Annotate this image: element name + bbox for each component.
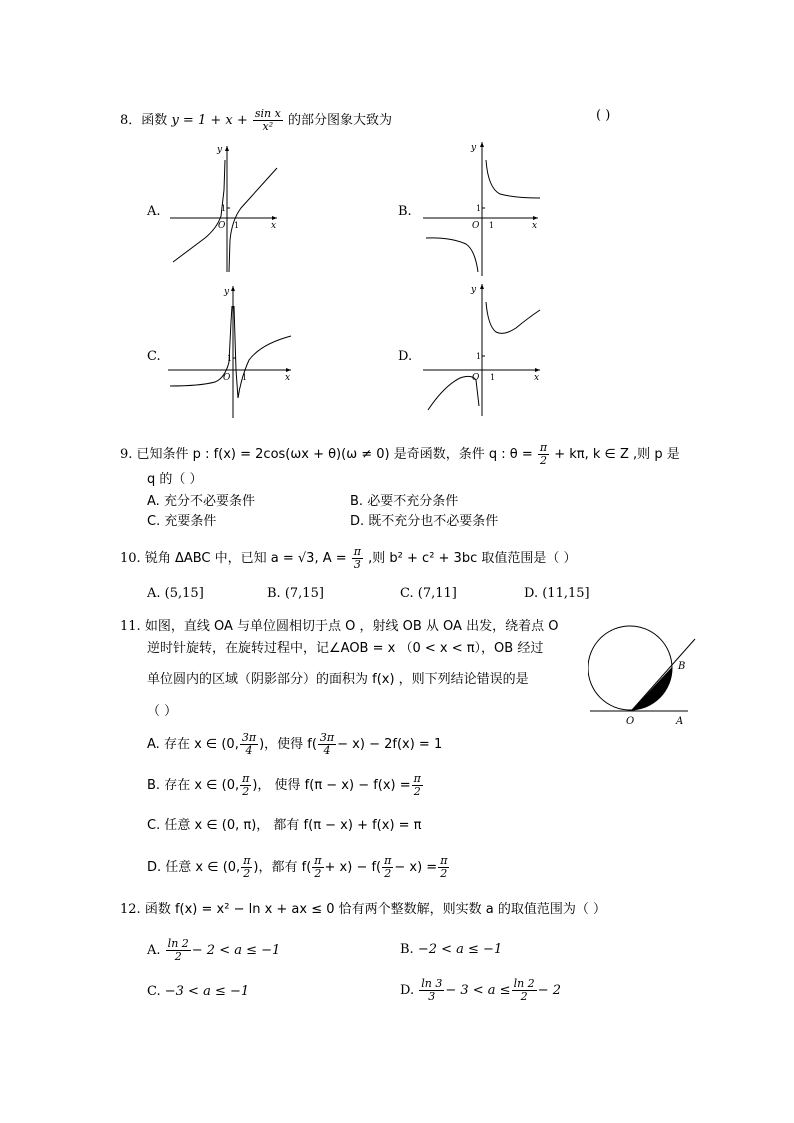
q12-option-a-label: A.: [147, 943, 161, 958]
q11-option-c-label: C.: [147, 818, 161, 833]
q8-option-d-label: D.: [398, 349, 413, 364]
q9-line2: q 的（ ）: [147, 472, 203, 487]
q11-option-a-post: − x) − 2f(x) = 1: [337, 737, 443, 752]
q11-figure: [588, 625, 703, 730]
q9-option-d-label: D.: [350, 514, 365, 529]
q8-b-origin: O: [472, 221, 480, 231]
q11-option-a-mid: )，使得 f(: [259, 737, 317, 752]
q12-a-n: ln 2: [167, 937, 189, 950]
q8-stem: [120, 108, 392, 133]
q9-option-b-text: 必要不充分条件: [367, 494, 459, 509]
q11-option-d-label: D.: [147, 860, 162, 875]
q9-fraction: [538, 442, 549, 467]
q11-option-d-pre: 任意 x ∈ (0,: [165, 860, 241, 875]
q12-d-d2: 2: [520, 990, 528, 1003]
q12-option-d-label: D.: [400, 983, 415, 998]
q8-a-tick-y: 1: [221, 204, 227, 213]
q10-frac-den: 3: [353, 558, 361, 571]
q10-option-c-text: (7,11]: [417, 586, 457, 601]
q9-frac-den: 2: [539, 454, 547, 467]
q11-d-n1: π: [243, 854, 251, 867]
q12-text: 函数 f(x) = x² − ln x + ax ≤ 0 恰有两个整数解，则实数 a 的取值范围为（ ）: [144, 902, 607, 917]
q12-option-a-tail: − 2 < a ≤ −1: [191, 943, 281, 958]
q8-b-tick-x: 1: [489, 221, 495, 230]
q12-option-b-text: −2 < a ≤ −1: [417, 942, 503, 957]
q8-c-origin: O: [223, 373, 231, 383]
q10-option-b-label: B.: [267, 586, 281, 601]
q11-b-frac1: [240, 773, 251, 798]
q11-b-n1: π: [242, 772, 250, 785]
q8-a-axis-y: y: [217, 145, 223, 155]
q11-option-c: [147, 818, 422, 834]
q8-c-axis-y: y: [224, 287, 230, 297]
q8-a-origin: O: [218, 221, 226, 231]
q11-d-n2: π: [314, 854, 322, 867]
q9-option-c-label: C.: [147, 514, 161, 529]
q10-option-d-text: (11,15]: [542, 586, 590, 601]
q12-option-c-text: −3 < a ≤ −1: [164, 984, 250, 999]
q9-frac-num: π: [539, 441, 548, 454]
q8-a-axis-x: x: [271, 221, 277, 231]
q12-number: 12.: [120, 902, 141, 917]
q11-d-d2: 2: [314, 867, 322, 880]
q11-d-n4: π: [440, 854, 448, 867]
q9-option-d: [350, 514, 498, 530]
q11-d-frac2: [312, 855, 323, 880]
q8-fraction: [253, 108, 283, 133]
q11-label-b: B: [678, 661, 686, 672]
q8-frac-num: sin x: [254, 107, 281, 120]
q10-tail: ,则 b² + c² + 3bc 取值范围是（ ）: [368, 551, 577, 566]
q8-c-tick-y: 1: [227, 354, 233, 363]
q9-line1: 已知条件 p : f(x) = 2cos(ωx + θ)(ω ≠ 0) 是奇函数，条件 q : θ =: [136, 447, 533, 462]
q11-d-frac4: [438, 855, 449, 880]
q11-option-b-label: B.: [147, 778, 161, 793]
q12-d-n1: ln 3: [421, 977, 443, 990]
q8-option-a-label: A.: [147, 204, 161, 219]
q12-a-frac: [166, 938, 191, 963]
q11-option-d: [147, 855, 450, 880]
q11-b-d2: 2: [413, 785, 421, 798]
q8-b-tick-y: 1: [476, 204, 482, 213]
q10-option-a-text: (5,15]: [164, 586, 204, 601]
q12-option-d-tail: − 2: [537, 983, 561, 998]
q10-stem: [120, 546, 577, 571]
q9-option-d-text: 既不充分也不必要条件: [368, 514, 499, 529]
q10-option-c: [400, 586, 457, 602]
q10-option-c-label: C.: [400, 586, 414, 601]
q8-number: 8．: [120, 113, 142, 128]
q11-option-b-mid: )， 使得 f(π − x) − f(x) =: [252, 778, 411, 793]
q11-number: 11.: [120, 619, 141, 634]
q9-option-a-text: 充分不必要条件: [163, 494, 255, 509]
q11-d-d1: 2: [243, 867, 251, 880]
q10-option-b: [267, 586, 324, 602]
q9-option-b: [350, 494, 458, 510]
q8-d-origin: O: [472, 373, 480, 383]
q11-d-frac3: [382, 855, 393, 880]
q11-a-frac2: [318, 732, 336, 757]
q12-option-b: [400, 942, 502, 958]
q8-a-tick-x: 1: [234, 221, 240, 230]
q8-option-c-label: C.: [147, 349, 161, 364]
q11-line4: （ ）: [147, 704, 178, 719]
q11-option-d-mid3: − x) =: [394, 860, 438, 875]
q8-prefix: 函数: [141, 113, 168, 128]
q11-a-d1: 4: [245, 744, 253, 757]
q9-stem-line1: [120, 442, 680, 467]
q11-d-d4: 2: [440, 867, 448, 880]
q8-b-axis-y: y: [471, 143, 477, 153]
q8-formula-left: y = 1 + x +: [171, 113, 248, 128]
q10-option-d: [524, 586, 590, 602]
q8-d-tick-x: 1: [490, 373, 496, 382]
q8-c-tick-x: 1: [242, 373, 248, 382]
q11-d-d3: 2: [384, 867, 392, 880]
q8-option-b-label: B.: [398, 204, 412, 219]
q11-a-d2: 4: [323, 744, 331, 757]
q8-b-axis-x: x: [532, 221, 538, 231]
q11-option-a-label: A.: [147, 737, 160, 752]
q11-option-a-pre: 存在 x ∈ (0,: [163, 737, 239, 752]
q8-graph-d: [420, 282, 545, 420]
q8-d-axis-y: y: [471, 285, 477, 295]
q8-graph-b: [420, 140, 545, 280]
q11-d-n3: π: [384, 854, 392, 867]
q10-option-d-label: D.: [524, 586, 539, 601]
q12-stem: [120, 902, 606, 918]
q11-a-n1: 3π: [241, 731, 257, 744]
q12-option-a: [147, 938, 280, 963]
q11-option-c-text: 任意 x ∈ (0, π)， 都有 f(π − x) + f(x) = π: [164, 818, 422, 833]
q9-option-a-label: A.: [147, 494, 160, 509]
q12-option-d: [400, 978, 561, 1003]
q11-line1-text: 如图，直线 OA 与单位圆相切于点 O ，射线 OB 从 OA 出发，绕着点 O: [144, 619, 559, 634]
q11-option-a: [147, 732, 442, 757]
q11-line2: 逆时针旋转，在旋转过程中，记∠AOB = x （0 < x < π），OB 经过: [147, 641, 544, 656]
q10-fraction: [352, 546, 363, 571]
q11-a-frac1: [240, 732, 258, 757]
q11-line3: 单位圆内的区域（阴影部分）的面积为 f(x) ，则下列结论错误的是: [147, 672, 529, 687]
q11-a-n2: 3π: [319, 731, 335, 744]
q11-d-frac1: [241, 855, 252, 880]
q8-d-axis-x: x: [534, 373, 540, 383]
q8-frac-den: x²: [262, 120, 274, 133]
q11-label-a: A: [676, 716, 684, 727]
q10-frac-num: π: [353, 545, 362, 558]
q10-option-b-text: (7,15]: [284, 586, 324, 601]
q8-graph-c: [165, 282, 295, 422]
q11-option-b: [147, 773, 424, 798]
q8-c-axis-x: x: [285, 373, 291, 383]
q12-d-frac2: [512, 978, 537, 1003]
q10-text: 锐角 ΔABC 中，已知 a = √3, A =: [144, 551, 347, 566]
q9-option-c-text: 充要条件: [164, 514, 217, 529]
q11-label-o: O: [626, 716, 635, 727]
q11-b-frac2: [412, 773, 423, 798]
q8-answer-bracket: ( ): [596, 108, 611, 123]
q8-suffix: 的部分图象大致为: [287, 113, 392, 128]
q12-option-c: [147, 984, 249, 1000]
q12-option-c-label: C.: [147, 984, 161, 999]
q9-option-a: [147, 494, 255, 510]
q11-line1: [120, 619, 558, 635]
q11-b-n2: π: [413, 772, 421, 785]
q11-option-d-mid: )，都有 f(: [253, 860, 312, 875]
q12-option-d-mid: − 3 < a ≤: [445, 983, 511, 998]
q11-b-d1: 2: [242, 785, 250, 798]
q9-line1-tail: + kπ, k ∈ Z ,则 p 是: [554, 447, 680, 462]
q8-d-tick-y: 1: [476, 352, 482, 361]
q11-option-d-mid2: + x) − f(: [324, 860, 382, 875]
q9-option-b-label: B.: [350, 494, 364, 509]
q12-d-n2: ln 2: [513, 977, 535, 990]
q9-option-c: [147, 514, 216, 530]
q8-graph-a: [165, 140, 285, 275]
q11-option-b-pre: 存在 x ∈ (0,: [164, 778, 240, 793]
q10-option-a-label: A.: [147, 586, 161, 601]
q12-d-frac1: [419, 978, 444, 1003]
q12-d-d1: 3: [428, 990, 436, 1003]
q10-number: 10.: [120, 551, 141, 566]
q12-option-b-label: B.: [400, 942, 414, 957]
q12-a-d: 2: [174, 950, 182, 963]
q10-option-a: [147, 586, 204, 602]
q9-number: 9.: [120, 447, 133, 462]
